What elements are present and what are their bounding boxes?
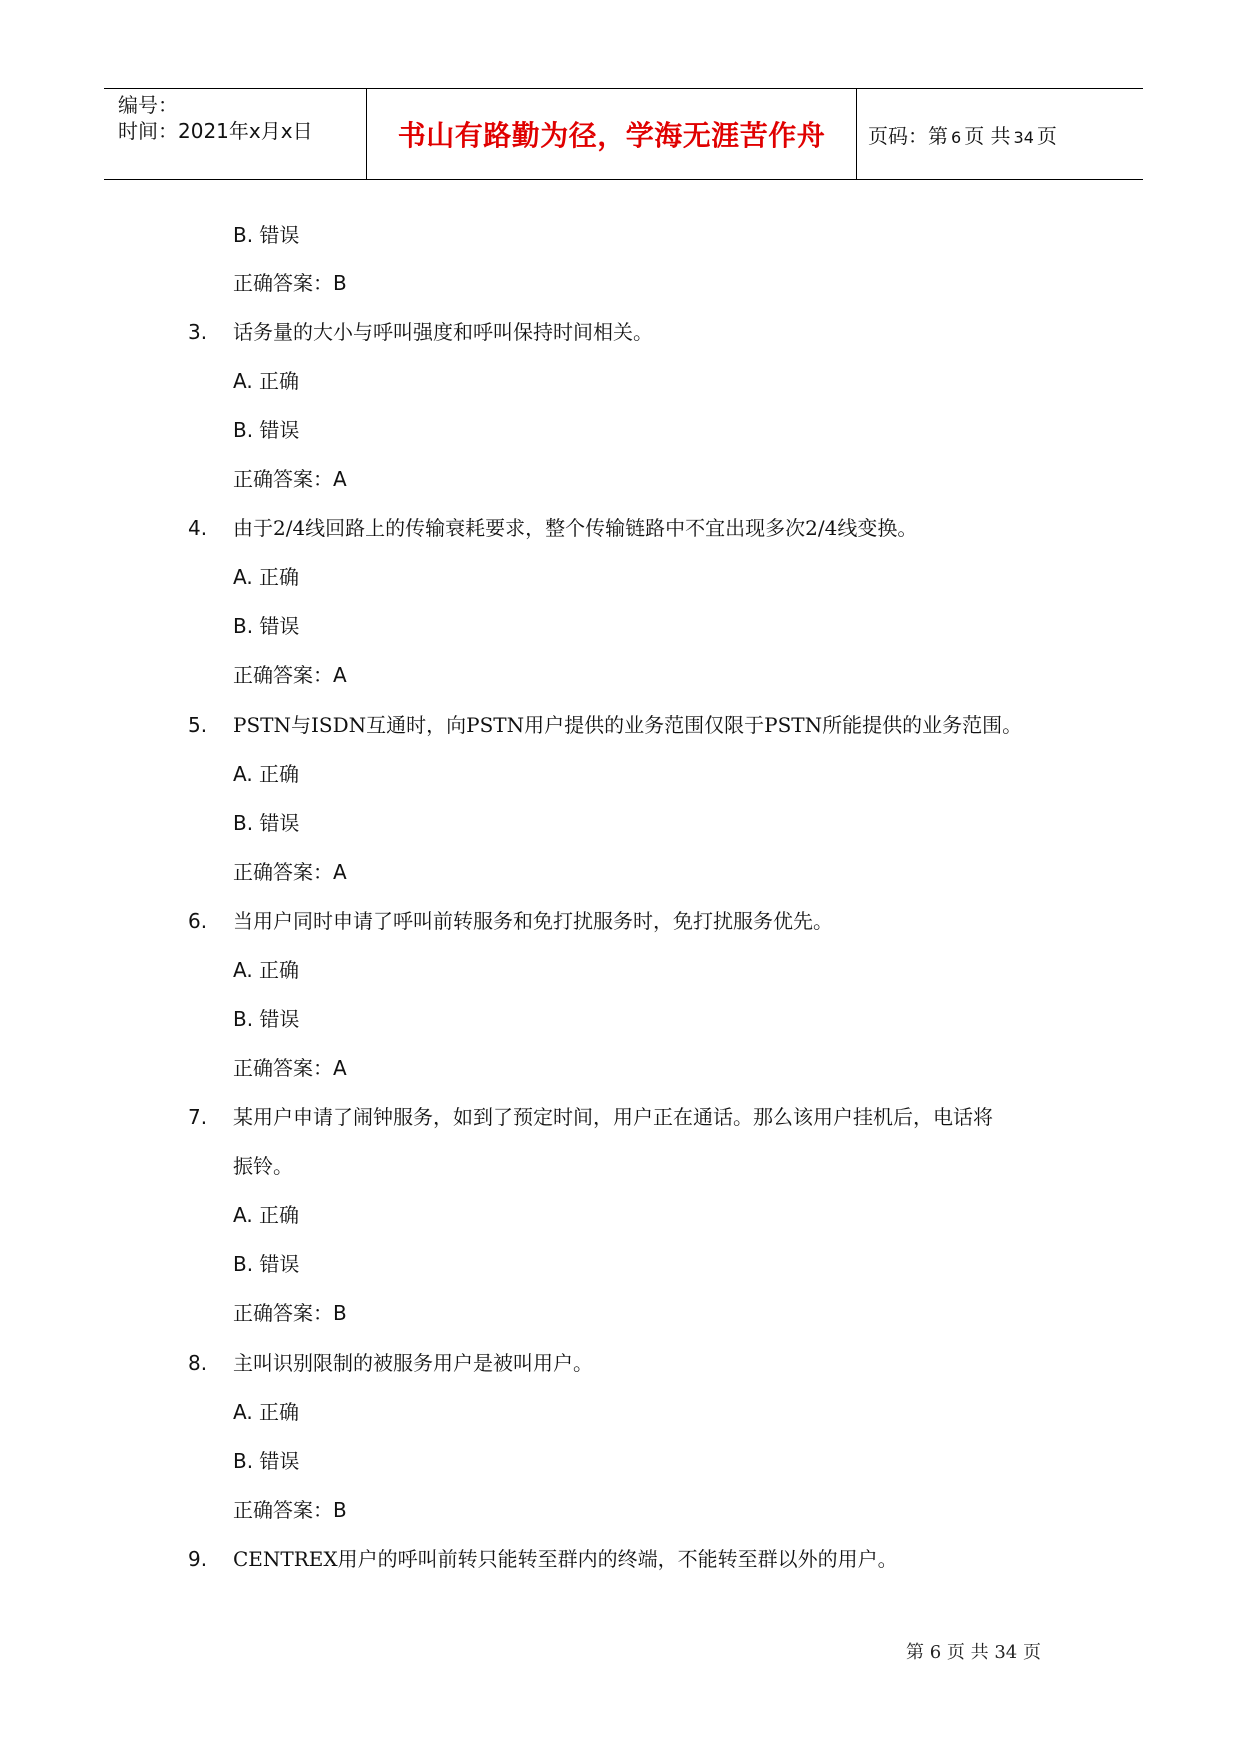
page-mid: 页 共 — [964, 123, 1011, 148]
q8-option-a: A. 正确 — [233, 1400, 300, 1424]
page-current: 6 — [951, 127, 962, 147]
number-label: 编号： — [118, 93, 178, 117]
q3-answer: 正确答案：A — [233, 467, 347, 491]
page-header — [104, 88, 1143, 180]
q6-option-b: B. 错误 — [233, 1007, 300, 1031]
q3-option-a: A. 正确 — [233, 369, 300, 393]
time-label: 时间：2021年x月x日 — [118, 119, 313, 143]
q9-number: 9. — [188, 1547, 208, 1571]
q4-answer: 正确答案：A — [233, 663, 347, 687]
q7-text-line2: 振铃。 — [233, 1154, 293, 1178]
q9-text: CENTREX用户的呼叫前转只能转至群内的终端，不能转至群以外的用户。 — [233, 1547, 898, 1571]
page-footer: 第 6 页 共 34 页 — [906, 1642, 1041, 1663]
page-info — [868, 120, 1057, 149]
q8-answer: 正确答案：B — [233, 1498, 347, 1522]
q4-number: 4. — [188, 516, 208, 540]
q6-text: 当用户同时申请了呼叫前转服务和免打扰服务时，免打扰服务优先。 — [233, 909, 833, 933]
q5-text: PSTN与ISDN互通时，向PSTN用户提供的业务范围仅限于PSTN所能提供的业务范围。 — [233, 713, 1023, 737]
q5-option-b: B. 错误 — [233, 811, 300, 835]
q7-number: 7. — [188, 1105, 208, 1129]
q3-option-b: B. 错误 — [233, 418, 300, 442]
page-total: 34 — [1013, 127, 1034, 147]
q2-answer: 正确答案：B — [233, 271, 347, 295]
q4-option-a: A. 正确 — [233, 565, 300, 589]
q6-number: 6. — [188, 909, 208, 933]
q7-text-line1: 某用户申请了闹钟服务，如到了预定时间，用户正在通话。那么该用户挂机后，电话将 — [233, 1105, 993, 1129]
q5-number: 5. — [188, 713, 208, 737]
q6-option-a: A. 正确 — [233, 958, 300, 982]
header-page-cell — [857, 89, 1143, 179]
q3-number: 3. — [188, 320, 208, 344]
q5-answer: 正确答案：A — [233, 860, 347, 884]
q7-option-b: B. 错误 — [233, 1252, 300, 1276]
page-prefix: 页码：第 — [868, 123, 948, 148]
q7-answer: 正确答案：B — [233, 1301, 347, 1325]
motto: 书山有路勤为径，学海无涯苦作舟 — [397, 119, 826, 152]
header-motto-cell — [367, 89, 857, 179]
q8-option-b: B. 错误 — [233, 1449, 300, 1473]
q3-text: 话务量的大小与呼叫强度和呼叫保持时间相关。 — [233, 320, 653, 344]
q4-option-b: B. 错误 — [233, 614, 300, 638]
q6-answer: 正确答案：A — [233, 1056, 347, 1080]
q8-number: 8. — [188, 1351, 208, 1375]
q4-text: 由于2/4线回路上的传输衰耗要求，整个传输链路中不宜出现多次2/4线变换。 — [233, 516, 918, 540]
q8-text: 主叫识别限制的被服务用户是被叫用户。 — [233, 1351, 593, 1375]
q5-option-a: A. 正确 — [233, 762, 300, 786]
q7-option-a: A. 正确 — [233, 1203, 300, 1227]
header-meta-cell — [104, 89, 367, 179]
q2-option-b: B. 错误 — [233, 223, 300, 247]
page-suffix: 页 — [1036, 123, 1057, 148]
